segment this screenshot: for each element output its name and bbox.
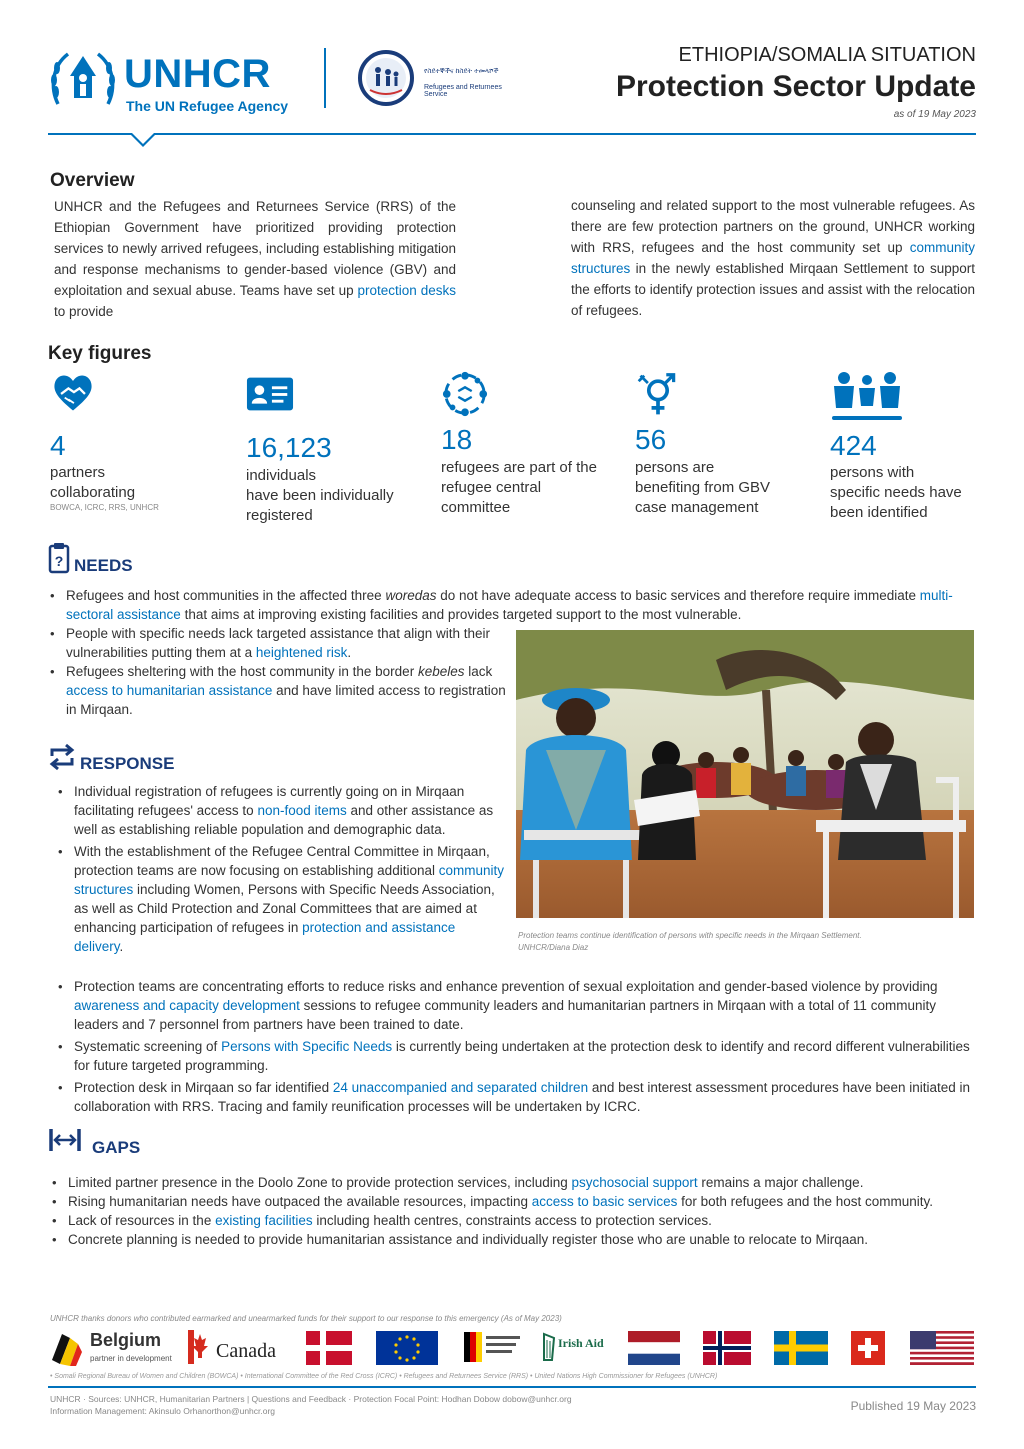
- donor-belgium-subtitle: partner in development: [90, 1354, 172, 1363]
- belgium-logo-icon: [48, 1330, 84, 1366]
- community-circle-icon: [441, 370, 489, 418]
- photo-caption-text: Protection teams continue identification of persons with specific needs in the Mirqaan Settlement.: [518, 931, 862, 940]
- needs-item-text: and have limited access to registration in Mirqaan.: [66, 683, 506, 717]
- rrs-emblem-icon: [356, 48, 416, 108]
- key-figure-description: benefiting from GBV case management: [635, 479, 771, 516]
- response-item: [56, 782, 504, 839]
- response-item-text: Protection desk in Mirqaan so far identified: [74, 1080, 333, 1095]
- key-figure-label: partners: [50, 464, 106, 481]
- unhcr-wordmark: UNHCR: [124, 52, 271, 96]
- donor-logos: [48, 1330, 976, 1370]
- needs-item-text: People with specific needs lack targeted assistance that align with their vulnerabilities putting them at a: [66, 626, 490, 660]
- access-basic-services-link[interactable]: access to basic services: [531, 1194, 678, 1209]
- response-item-text: including Women, Persons with Specific Needs Association, as well as Child Protection and Zonal Committees that are aimed at enhancing participation of refugees in: [74, 882, 495, 935]
- donor-belgium-name: Belgium: [90, 1330, 162, 1350]
- gaps-item-text: Rising humanitarian needs have outpaced the available resources, impacting: [68, 1194, 532, 1209]
- response-item-text: and best interest assessment procedures have been initiated in collaboration with RRS. Tracing and family reunification processes will be undertaken by ICRC.: [74, 1080, 971, 1114]
- document-title: Protection Sector Update: [615, 70, 976, 103]
- response-item: [56, 977, 978, 1034]
- rrs-logo-text-english: Refugees and Returnees Service: [424, 84, 502, 98]
- header-divider: [324, 48, 326, 108]
- needs-item-text: Refugees sheltering with the host community in the border: [66, 664, 418, 679]
- header: [48, 40, 976, 140]
- overview-paragraph-right: [571, 195, 975, 321]
- needs-item-text: do not have adequate access to basic services and therefore require immediate: [436, 588, 920, 603]
- response-item-text: sessions to refugee community leaders and humanitarian partners in Mirqaan with a total of 11 community leaders and 7 personnel from partners have been trained to date.: [74, 998, 936, 1032]
- gaps-item-text: Limited partner presence in the Doolo Zone to provide protection services, including: [68, 1175, 572, 1190]
- harp-icon: [542, 1332, 556, 1362]
- response-item: [56, 1078, 978, 1116]
- needs-item-text: .: [347, 645, 352, 660]
- needs-item-text: that aims at improving existing facilities and provides targeted support to the most vulnerable.: [180, 607, 742, 622]
- persons-specific-needs-link[interactable]: Persons with Specific Needs: [221, 1039, 393, 1054]
- norway-flag-icon: [703, 1330, 751, 1366]
- abbreviations: • Somali Regional Bureau of Women and Children (BOWCA) • International Committee of the Red Cross (ICRC) • Refugees and Returnees Service (RRS) • United Nations High Commissioner for Refugees (UNHCR): [50, 1373, 718, 1380]
- maple-leaf-icon: [188, 1330, 212, 1364]
- overview-text: in the newly established Mirqaan Settlement to support the efforts to identify protection issues and assist with the relocation of refugees.: [571, 261, 975, 318]
- overview-heading: Overview: [50, 170, 135, 191]
- gaps-list: [50, 1173, 978, 1249]
- eu-flag-icon: [376, 1330, 438, 1366]
- needs-item-emphasis: woredas: [385, 588, 437, 603]
- switzerland-flag-icon: [851, 1330, 885, 1366]
- gaps-item: [50, 1211, 978, 1230]
- needs-item-text: lack: [464, 664, 493, 679]
- gaps-item-text: Lack of resources in the: [68, 1213, 216, 1228]
- donor-germany: [462, 1330, 522, 1366]
- awareness-capacity-link[interactable]: awareness and capacity development: [74, 998, 300, 1013]
- photo-caption: [518, 930, 974, 954]
- gaps-item: [50, 1173, 978, 1192]
- key-figure-label: individuals: [246, 467, 317, 484]
- donor-canada-name: Canada: [216, 1340, 276, 1362]
- needs-list: [48, 586, 978, 624]
- sweden-flag-icon: [774, 1330, 828, 1366]
- humanitarian-assistance-link[interactable]: access to humanitarian assistance: [66, 683, 273, 698]
- non-food-items-link[interactable]: non-food items: [257, 803, 347, 818]
- heightened-risk-link[interactable]: heightened risk: [255, 645, 348, 660]
- gaps-item-text: remains a major challenge.: [697, 1175, 864, 1190]
- netherlands-flag-icon: [628, 1330, 680, 1366]
- response-arrows-icon: [48, 742, 76, 772]
- key-figure-number: 16,123: [246, 432, 332, 463]
- response-item-text: is currently being undertaken at the protection desk to identify and record different vulnerabilities for future targeted programming.: [74, 1039, 970, 1073]
- gaps-item: [50, 1230, 978, 1249]
- handshake-heart-icon: [50, 370, 96, 416]
- response-item-text: Systematic screening of: [74, 1039, 222, 1054]
- unhcr-tagline: The UN Refugee Agency: [126, 98, 289, 114]
- photo-credit: UNHCR/Diana Diaz: [518, 943, 589, 952]
- key-figure-description: collaborating: [50, 484, 136, 501]
- key-figures-heading: Key figures: [48, 343, 152, 364]
- field-photo-illustration: [516, 630, 974, 918]
- needs-item: [48, 586, 978, 624]
- psychosocial-support-link[interactable]: psychosocial support: [571, 1175, 698, 1190]
- situation-label: ETHIOPIA/SOMALIA SITUATION: [678, 44, 976, 66]
- key-figure-label: persons with: [830, 464, 915, 481]
- needs-item-emphasis: kebeles: [417, 664, 465, 679]
- response-item: [56, 1037, 978, 1075]
- rrs-logo-text-amharic: የስደተኞችና ከስደት ተመላሾች: [424, 68, 499, 75]
- needs-item-text: Refugees and host communities in the affected three: [66, 588, 386, 603]
- needs-heading: NEEDS: [74, 556, 133, 575]
- response-item: [56, 842, 504, 956]
- overview-text: counseling and related support to the most vulnerable refugees. As there are few protection partners on the ground, UNHCR working with RRS, refugees and the host community set up: [571, 198, 975, 255]
- protection-desks-link[interactable]: protection desks: [357, 283, 456, 298]
- community-structures-link[interactable]: community structures: [571, 240, 975, 276]
- field-photo: [516, 630, 974, 918]
- usa-flag-icon: [910, 1330, 974, 1366]
- germany-emblem-icon: [462, 1330, 522, 1364]
- key-figure-label: refugees are part of the: [441, 459, 597, 476]
- id-card-icon: [246, 376, 294, 412]
- donor-canada: [188, 1330, 288, 1366]
- donor-irish-aid-name: Irish Aid: [558, 1336, 604, 1350]
- as-of-date: as of 19 May 2023: [893, 109, 976, 120]
- key-figure-number: 56: [635, 424, 667, 455]
- unhcr-emblem-icon: [48, 48, 118, 112]
- response-item-text: With the establishment of the Refugee Central Committee in Mirqaan, protection teams are now focusing on establishing additional: [74, 844, 490, 878]
- response-list-continued: [56, 977, 978, 1116]
- unaccompanied-children-link[interactable]: 24 unaccompanied and separated children: [332, 1080, 589, 1095]
- header-rule: [48, 133, 976, 135]
- donor-belgium: [48, 1330, 178, 1366]
- response-item-text: and other assistance as well as establishing reliable population and demographic data.: [74, 803, 494, 837]
- gaps-icon: [48, 1127, 82, 1153]
- donor-irish-aid: [542, 1330, 612, 1366]
- people-group-icon: [830, 370, 904, 424]
- response-list: [56, 782, 504, 956]
- needs-item: [48, 662, 508, 719]
- needs-item: [48, 624, 508, 662]
- donor-thanks: UNHCR thanks donors who contributed earmarked and unearmarked funds for their support to our response to this emergency (As of May 2023): [50, 1314, 562, 1323]
- key-figure-description: specific needs have been identified: [830, 484, 962, 521]
- unhcr-logo[interactable]: [48, 48, 298, 112]
- needs-list-continued: [48, 624, 508, 719]
- key-figure-note: BOWCA, ICRC, RRS, UNHCR: [50, 503, 159, 512]
- key-figure-number: 4: [50, 430, 66, 461]
- needs-icon: [48, 542, 70, 574]
- overview-text: to provide: [54, 304, 114, 319]
- response-item-text: .: [119, 939, 124, 954]
- denmark-flag-icon: [306, 1330, 352, 1366]
- key-figure-description: refugee central committee: [441, 479, 542, 516]
- footer-sources[interactable]: UNHCR · Sources: UNHCR, Humanitarian Partners | Questions and Feedback · Protection Focal Point: Hodhan Dobow dobow@unhcr.org: [50, 1394, 572, 1404]
- existing-facilities-link[interactable]: existing facilities: [215, 1213, 313, 1228]
- protection-assistance-delivery-link[interactable]: protection and assistance delivery: [74, 920, 456, 954]
- multi-sectoral-assistance-link[interactable]: multi-sectoral assistance: [66, 588, 953, 622]
- overview-paragraph-left: [54, 196, 456, 322]
- overview-text: UNHCR and the Refugees and Returnees Service (RRS) of the Ethiopian Government have prioritized providing protection services to newly arrived refugees, including establishing mitigation and response mechanisms to gender-based violence (GBV) and exploitation and sexual abuse. Teams have set up: [54, 199, 456, 298]
- key-figure-number: 18: [441, 424, 473, 455]
- response-item-text: Individual registration of refugees is currently going on in Mirqaan facilitating refugees' access to: [74, 784, 465, 818]
- rrs-logo[interactable]: [356, 48, 506, 108]
- gaps-item-text: Concrete planning is needed to provide humanitarian assistance and individually register those who are unable to relocate to Mirqaan.: [68, 1232, 868, 1247]
- svg-text:?: ?: [54, 553, 64, 569]
- key-figure-description: have been individually registered: [246, 487, 394, 524]
- key-figure-number: 424: [830, 430, 877, 461]
- key-figure-label: persons are: [635, 459, 715, 476]
- gaps-heading: GAPS: [92, 1138, 141, 1157]
- gender-icon: [635, 370, 681, 420]
- footer-rule: [48, 1386, 976, 1388]
- response-item-text: Protection teams are concentrating efforts to reduce risks and enhance prevention of sexual exploitation and gender-based violence by providing: [74, 979, 938, 994]
- gaps-item: [50, 1192, 978, 1211]
- published-date: Published 19 May 2023: [850, 1399, 976, 1413]
- header-notch-inner: [132, 133, 154, 144]
- gaps-item-text: for both refugees and the host community.: [677, 1194, 933, 1209]
- response-heading: RESPONSE: [80, 754, 175, 773]
- footer-information-management[interactable]: Information Management: Akinsulo Orhanorthon@unhcr.org: [50, 1406, 276, 1416]
- community-structures-response-link[interactable]: community structures: [74, 863, 504, 897]
- gaps-item-text: including health centres, constraints access to protection services.: [312, 1213, 712, 1228]
